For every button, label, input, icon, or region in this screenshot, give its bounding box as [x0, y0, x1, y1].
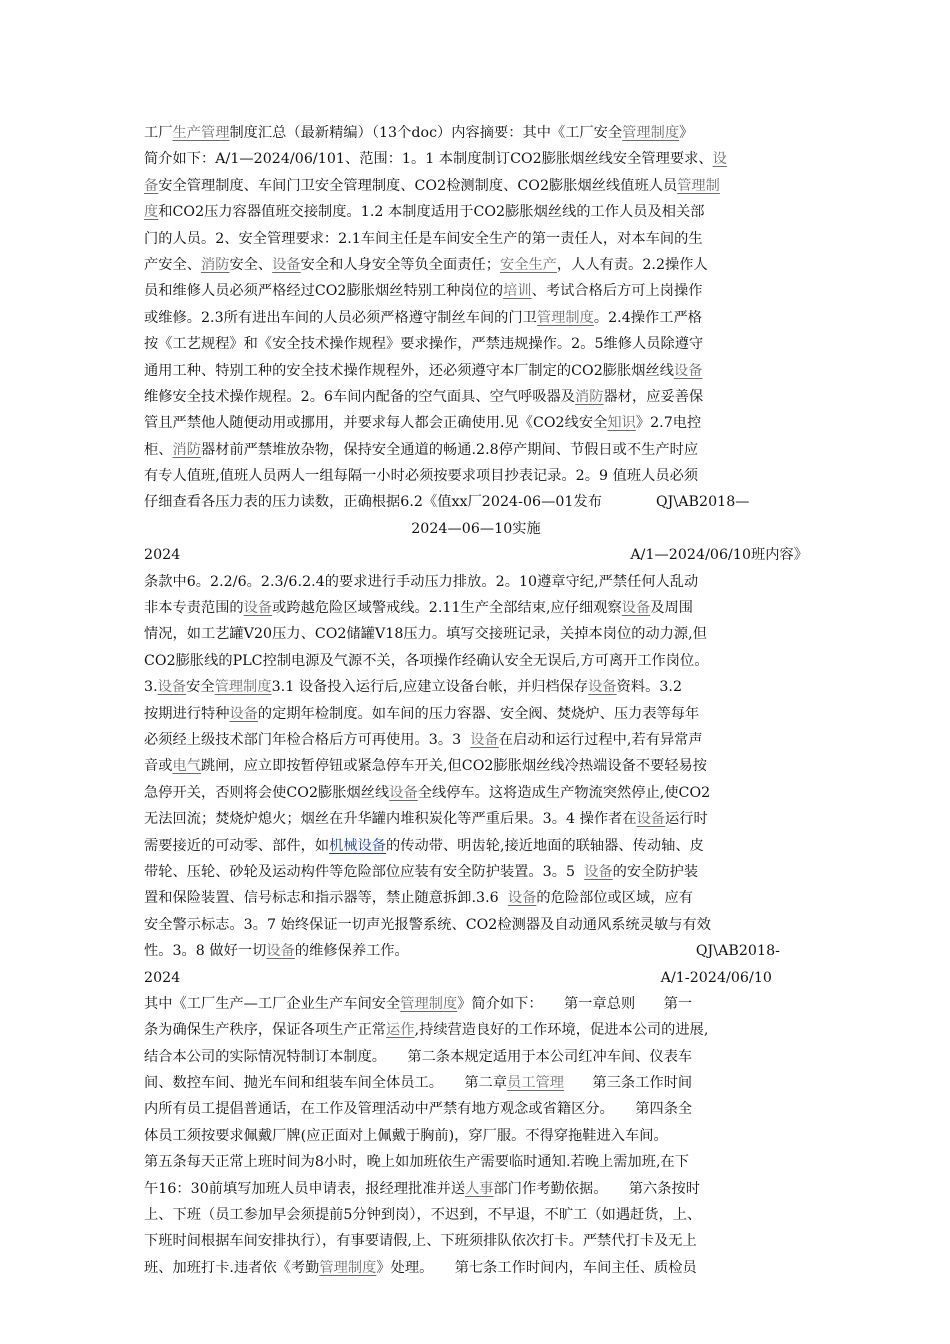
link-management-system[interactable]: 管理制度 — [622, 125, 680, 141]
link-electrical[interactable]: 电气 — [172, 758, 201, 775]
link-management-system[interactable]: 管理制度 — [214, 679, 272, 696]
text-line: 按期进行特种设备的定期年检制度。如车间的压力容器、安全阀、焚烧炉、压力表等每年 — [144, 705, 700, 722]
text-line: 结合本公司的实际情况特制订本制度。 第二条本规定适用于本公司红冲车间、仪表车 — [144, 1048, 693, 1065]
text-line: 管且严禁他人随便动用或挪用，并要求每人都会正确使用.见《CO2线安全知识》2.7电控 — [144, 415, 702, 432]
link-equipment[interactable]: 设备 — [636, 811, 666, 828]
text-line: 2024 A/1-2024/06/10 — [144, 969, 772, 986]
link-production-management[interactable]: 生产管理 — [172, 125, 230, 141]
text-line: 产安全、消防安全、设备安全和人身安全等负全面责任；安全生产，人人有责。2.2操作人 — [144, 256, 708, 273]
link-equipment[interactable]: 设备 — [157, 679, 187, 696]
text-line: 情况，如工艺罐V20压力、CO2储罐V18压力。填写交接班记录，关掉本岗位的动力源,但 — [144, 626, 707, 643]
link-management-system[interactable]: 管理制 — [677, 177, 720, 194]
text-line: 仔细查看各压力表的压力读数，正确根据6.2《值xx厂2024-06—01发布 QJ\AB2018— — [144, 494, 750, 511]
text-line: 有专人值班,值班人员两人一组每隔一小时必须按要求项目抄表记录。2。9 值班人员必须 — [144, 468, 699, 485]
text-line: 或维修。2.3所有进出车间的人员必须严格遵守制丝车间的门卫管理制度。2.4操作工严格 — [144, 309, 702, 326]
text-line: 条为确保生产秩序，保证各项生产正常运作,持续营造良好的工作环境，促进本公司的进展, — [144, 1022, 709, 1039]
link-equipment[interactable]: 备 — [144, 177, 159, 194]
link-operation[interactable]: 运作 — [386, 1022, 415, 1039]
text-line: 内所有员工提倡普通话，在工作及管理活动中严禁有地方观念或省籍区分。 第四条全 — [144, 1101, 693, 1118]
text-line: 急停开关，否则将会使CO2膨胀烟丝线设备全线停车。这将造成生产物流突然停止,使CO2 — [144, 784, 711, 801]
text-line: 间、数控车间、抛光车间和组装车间全体员工。 第二章员工管理 第三条工作时间 — [144, 1075, 693, 1092]
link-training[interactable]: 培训 — [503, 283, 532, 300]
link-fire-protection[interactable]: 消防 — [575, 388, 604, 405]
text-line: 按《工艺规程》和《安全技术操作规程》要求操作，严禁违规操作。2。5维修人员除遵守 — [144, 336, 704, 353]
text-line: 维修安全技术操作规程。2。6车间内配备的空气面具、空气呼吸器及消防器材，应妥善保 — [144, 388, 704, 405]
link-mechanical-equipment[interactable]: 机械设备 — [329, 837, 387, 854]
link-equipment[interactable]: 设 — [712, 151, 727, 168]
text-line: 柜、消防器材前严禁堆放杂物，保持安全通道的畅通.2.8停产期间、节假日或不生产时应 — [144, 441, 699, 458]
text-line: 2024 A/1—2024/06/10班内容》 — [144, 547, 808, 564]
text-line: 必须经上级技术部门年检合格后方可再使用。3。3 设备在启动和运行过程中,若有异常声 — [144, 731, 703, 748]
text-line: 上、下班（员工参加早会须提前5分钟到岗），不迟到，不早退，不旷工（如遇赶货，上、 — [144, 1207, 702, 1224]
link-fire-protection[interactable]: 消防 — [200, 256, 230, 273]
text-line: 无法回流；焚烧炉熄火；烟丝在升华罐内堆积炭化等严重后果。3。4 操作者在设备运行时 — [144, 811, 708, 828]
text-line: 其中《工厂生产—工厂企业生产车间安全管理制度》简介如下： 第一章总则 第一 — [144, 995, 693, 1012]
link-equipment[interactable]: 设备 — [673, 362, 703, 379]
text-line: 条款中6。2.2/6。2.3/6.2.4的要求进行手动压力排放。2。10遵章守纪,严禁任何人乱动 — [144, 573, 699, 590]
text-line: 备安全管理制度、车间门卫安全管理制度、CO2检测制度、CO2膨胀烟丝线值班人员管理制 — [144, 177, 720, 194]
text-line: 需要接近的可动零、部件，如机械设备的传动带、明齿轮,接近地面的联轴器、传动轴、皮 — [144, 837, 704, 854]
text-line: 非本专责范围的设备或跨越危险区域警戒线。2.11生产全部结束,应仔细观察设备及周围 — [144, 600, 693, 617]
text-line: CO2膨胀线的PLC控制电源及气源不关，各项操作经确认安全无误后,方可离开工作岗位。 — [144, 652, 709, 669]
text-line: 2024—06—10实施 — [411, 520, 541, 537]
link-equipment[interactable]: 设备 — [389, 784, 418, 801]
link-equipment[interactable]: 设备 — [507, 890, 537, 907]
link-management-system[interactable]: 管理制度 — [536, 309, 594, 326]
link-management-system[interactable]: 管理制度 — [319, 1259, 377, 1276]
link-equipment[interactable]: 设备 — [243, 600, 273, 617]
link-equipment[interactable]: 设备 — [588, 679, 617, 696]
text-line: 通用工种、特别工种的安全技术操作规程外，还必须遵守本厂制定的CO2膨胀烟丝线设备 — [144, 362, 703, 379]
text-line: 3.设备安全管理制度3.1 设备投入运行后,应建立设备台帐，并归档保存设备资料。3.2 — [144, 679, 683, 696]
text-line: 工厂生产管理制度汇总（最新精编）（13个doc）内容摘要：其中《工厂安全管理制度》 — [144, 125, 694, 141]
text-line: 安全警示标志。3。7 始终保证一切声光报警系统、CO2检测器及自动通风系统灵敏与有效 — [144, 916, 711, 933]
text-line: 门的人员。2、安全管理要求：2.1车间主任是车间安全生产的第一责任人，对本车间的生 — [144, 230, 703, 247]
link-personnel[interactable]: 人事 — [465, 1180, 494, 1197]
link-equipment[interactable]: 设备 — [584, 863, 613, 880]
text-line: 第五条每天正常上班时间为8小时，晚上如加班依生产需要临时通知.若晚上需加班,在下 — [144, 1154, 689, 1171]
text-line: 带轮、压轮、砂轮及运动构件等危险部位应装有安全防护装置。3。5 设备的安全防护装 — [144, 863, 699, 880]
link-knowledge[interactable]: 知识 — [607, 415, 636, 432]
text-line: 下班时间根据车间安排执行），有事要请假,上、下班须排队依次打卡。严禁代打卡及无上 — [144, 1233, 697, 1250]
text-line: 班、加班打卡.违者依《考勤管理制度》处理。 第七条工作时间内，车间主任、质检员 — [144, 1259, 697, 1276]
text-line: 度和CO2压力容器值班交接制度。1.2 本制度适用于CO2膨胀烟丝线的工作人员及相关部 — [144, 204, 705, 221]
text-line: 置和保险装置、信号标志和指示器等，禁止随意拆卸.3.6 设备的危险部位或区域，应有 — [144, 890, 693, 907]
text-line: 性。3。8 做好一切设备的维修保养工作。 QJ\AB2018- — [144, 943, 780, 960]
link-equipment[interactable]: 设备 — [621, 600, 651, 617]
text-line: 简介如下：A/1—2024/06/101、范围：1。1 本制度制订CO2膨胀烟丝线安全管理要求、设 — [144, 151, 727, 168]
text-line: 员和维修人员必须严格经过CO2膨胀烟丝特别工种岗位的培训、考试合格后方可上岗操作 — [144, 283, 703, 300]
text-line: 音或电气跳闸，应立即按暂停钮或紧急停车开关,但CO2膨胀烟丝线冷热端设备不要轻易按 — [144, 758, 708, 775]
link-management-system[interactable]: 度 — [144, 204, 159, 221]
link-equipment[interactable]: 设备 — [266, 943, 295, 960]
text-line: 午16：30前填写加班人员申请表，报经理批准并送人事部门作考勤依据。 第六条按时 — [144, 1180, 701, 1197]
document-body — [144, 120, 808, 1281]
link-fire-protection[interactable]: 消防 — [172, 441, 201, 458]
link-management-system[interactable]: 管理制度 — [400, 995, 458, 1012]
text-line: 体员工须按要求佩戴厂牌(应正面对上佩戴于胸前)，穿厂服。不得穿拖鞋进入车间。 — [144, 1127, 668, 1144]
link-staff-management[interactable]: 员工管理 — [507, 1075, 565, 1092]
link-equipment[interactable]: 设备 — [272, 256, 301, 273]
link-equipment[interactable]: 设备 — [229, 705, 258, 722]
link-safe-production[interactable]: 安全生产 — [499, 256, 557, 273]
link-equipment[interactable]: 设备 — [470, 731, 499, 748]
